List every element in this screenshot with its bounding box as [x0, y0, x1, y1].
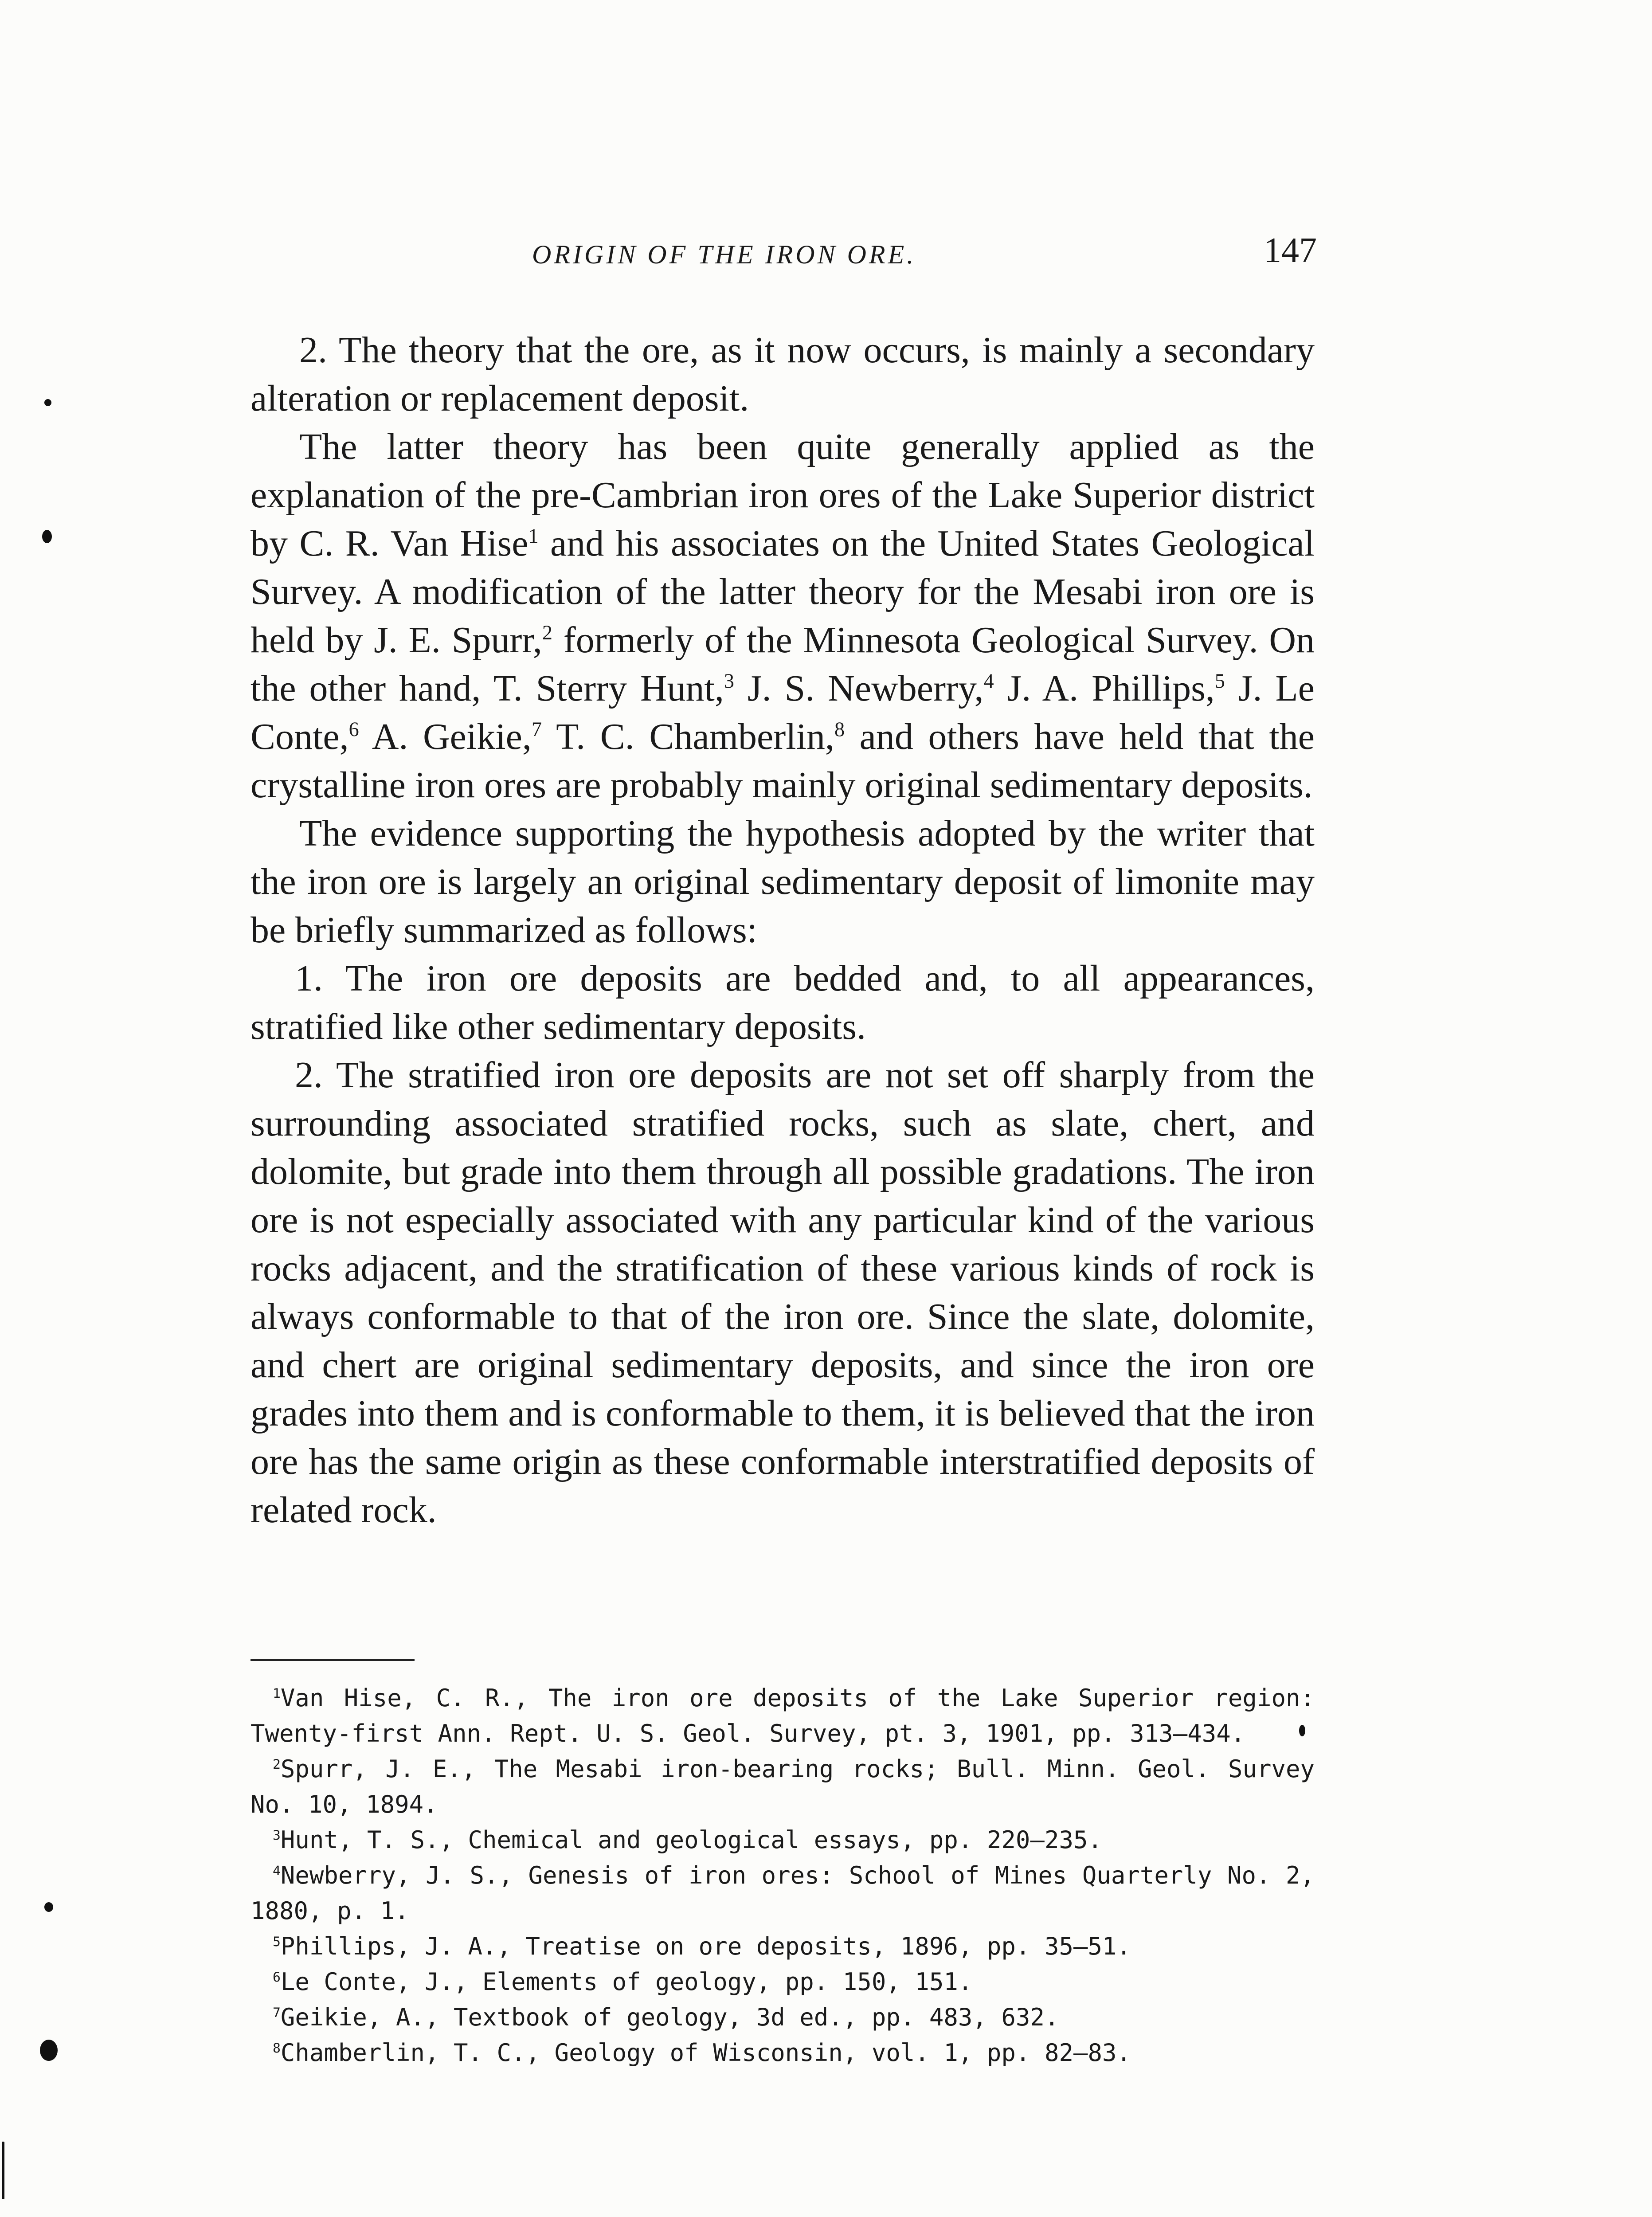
paragraph-text: A. Geikie, [359, 716, 532, 757]
footnote [251, 1680, 1315, 1751]
paragraph-point-one: 1. The iron ore deposits are bedded and, to all appearances, stratified like other sedimentary deposits. [251, 958, 1315, 1047]
footnote [251, 1751, 1315, 1822]
body-text [251, 326, 1315, 1534]
footnote [251, 1964, 1315, 2000]
footnote-mark: 3 [273, 1828, 281, 1843]
footnote-text: Van Hise, C. R., The iron ore deposits of the Lake Superior region: Twenty-first Ann. Rept. U. S. Geol. Survey, pt. 3, 1901, pp. 313–434. [251, 1684, 1315, 1747]
running-title: ORIGIN OF THE IRON ORE. [532, 240, 916, 269]
paragraph-theory-two: 2. The theory that the ore, as it now occurs, is mainly a secondary alteration or replacement deposit. [251, 329, 1315, 419]
footnote-text: Phillips, J. A., Treatise on ore deposits, 1896, pp. 35–51. [280, 1932, 1131, 1960]
footnote-mark: 4 [273, 1863, 281, 1879]
footnote-ref: 2 [542, 621, 552, 644]
scan-speck [2, 2142, 4, 2199]
footnote-ref: 6 [348, 718, 359, 740]
footnote-ref: 1 [528, 525, 539, 547]
page-number: 147 [1264, 231, 1317, 270]
footnote-text: Newberry, J. S., Genesis of iron ores: School of Mines Quarterly No. 2, 1880, p. 1. [251, 1861, 1315, 1925]
paragraph-text: The latter theory has been quite generally applied as the explanation of the pre-Cambrian iron ores of the Lake Superior district by C. R. Van Hise [251, 426, 1315, 564]
footnote-mark: 5 [273, 1934, 281, 1950]
footnote-ref: 8 [834, 718, 845, 740]
scan-speck [40, 2040, 58, 2061]
paragraph-text: T. C. Chamberlin, [541, 716, 834, 757]
paragraph-evidence: The evidence supporting the hypothesis adopted by the writer that the iron ore is largely an original sedimentary deposit of limonite may be briefly summarized as follows: [251, 813, 1315, 951]
scan-speck [42, 530, 52, 543]
footnote-rule [251, 1659, 415, 1661]
paragraph-text: formerly of the Minnesota Geological Survey. On the other hand, T. Sterry Hunt, [251, 619, 1315, 709]
footnote-ref: 7 [531, 718, 542, 740]
paragraph-text: J. S. Newberry, [734, 668, 984, 709]
paragraph-point-two: 2. The stratified iron ore deposits are not set off sharply from the surrounding associated stratified rocks, such as slate, chert, and dolomite, but grade into them through all possible gradations. The iron ore is not especially associated with any particular kind of the various rocks adjacent, and the stratification of these various kinds of rock is always conformable to that of the iron ore. Since the slate, dolomite, and chert are original sedimentary deposits, and since the iron ore grades into them and is conformable to them, it is believed that the iron ore has the same origin as these conformable interstratified deposits of related rock. [251, 1054, 1315, 1531]
footnote [251, 1929, 1315, 1964]
footnote [251, 1858, 1315, 1929]
scan-speck [44, 399, 51, 406]
footnote-ref: 4 [983, 670, 994, 692]
footnote-text: Hunt, T. S., Chemical and geological essays, pp. 220–235. [280, 1826, 1102, 1854]
paragraph-latter-theory [251, 423, 1315, 809]
footnote-text: Spurr, J. E., The Mesabi iron-bearing rocks; Bull. Minn. Geol. Survey No. 10, 1894. [251, 1755, 1315, 1818]
footnote-text: Chamberlin, T. C., Geology of Wisconsin, vol. 1, pp. 82–83. [280, 2039, 1131, 2067]
footnote [251, 2035, 1315, 2071]
footnotes [251, 1680, 1315, 2071]
footnote-ref: 5 [1214, 670, 1225, 692]
footnote-mark: 1 [273, 1686, 281, 1701]
footnote-mark: 6 [273, 1970, 281, 1985]
footnote-mark: 8 [273, 2041, 281, 2056]
footnote-mark: 7 [273, 2005, 281, 2021]
footnote [251, 1822, 1315, 1858]
footnote-text: Le Conte, J., Elements of geology, pp. 150, 151. [280, 1968, 973, 1996]
scan-speck [1299, 1725, 1305, 1736]
footnote [251, 2000, 1315, 2035]
footnote-mark: 2 [273, 1757, 281, 1772]
footnote-text: Geikie, A., Textbook of geology, 3d ed., pp. 483, 632. [280, 2003, 1059, 2031]
paragraph-text: J. Le Conte, [251, 668, 1315, 757]
paragraph-text: and his associates on the United States Geological Survey. A modification of the latter theory for the Mesabi iron ore is held by J. E. Spurr, [251, 523, 1315, 661]
scan-speck [44, 1902, 53, 1912]
footnote-ref: 3 [724, 670, 734, 692]
paragraph-text: and others have held that the crystalline iron ores are probably mainly original sedimentary deposits. [251, 716, 1315, 806]
paragraph-text: J. A. Phillips, [994, 668, 1215, 709]
